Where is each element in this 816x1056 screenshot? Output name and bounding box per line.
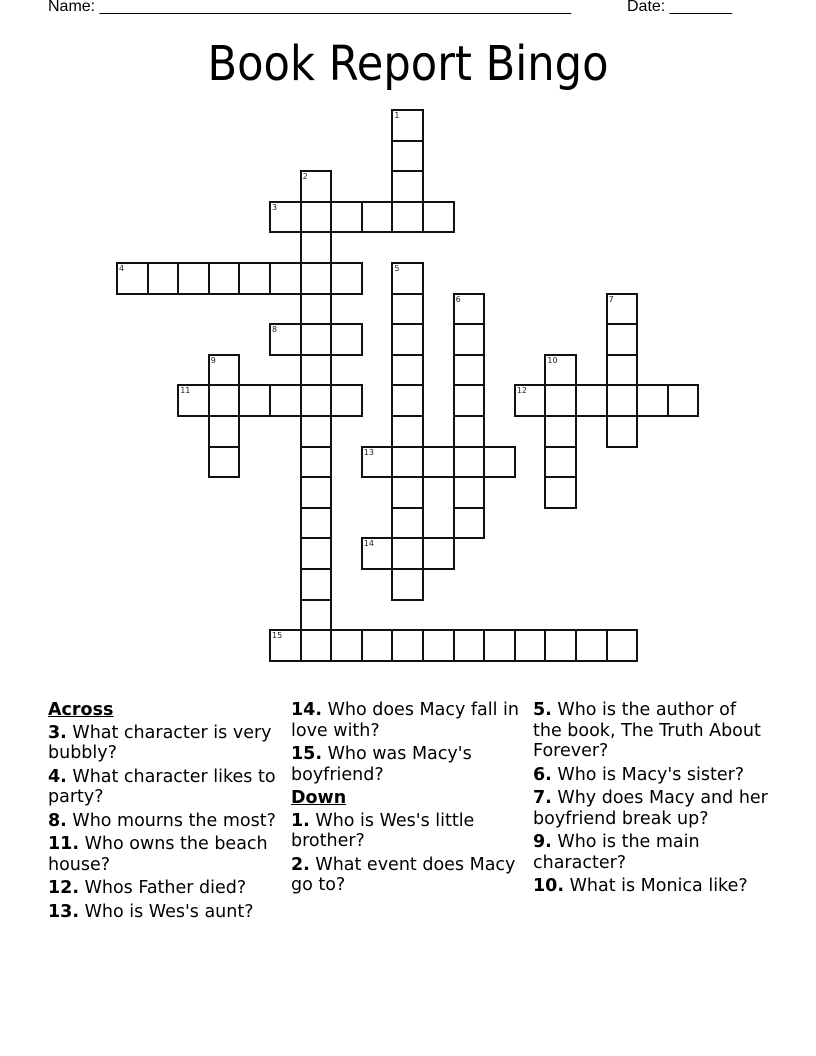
clue-number: 13 [363, 447, 374, 457]
grid-cell[interactable] [300, 629, 333, 662]
grid-cell[interactable] [330, 629, 363, 662]
grid-cell[interactable] [606, 629, 639, 662]
grid-cell[interactable] [300, 201, 333, 234]
clue-down-2: 2. What event does Macy go to? [291, 854, 516, 895]
grid-cell[interactable] [422, 446, 455, 479]
grid-cell[interactable] [391, 507, 424, 540]
name-label: Name: [48, 0, 100, 15]
clues-column-3 [533, 700, 768, 900]
grid-cell[interactable] [391, 293, 424, 326]
grid-cell[interactable] [269, 201, 302, 234]
grid-cell[interactable] [300, 354, 333, 387]
grid-cell[interactable] [177, 262, 210, 295]
grid-cell[interactable] [391, 476, 424, 509]
grid-cell[interactable] [238, 384, 271, 417]
grid-cell[interactable] [544, 354, 577, 387]
clue-down-7: 7. Why does Macy and her boyfriend break up? [533, 788, 768, 829]
grid-cell[interactable] [300, 415, 333, 448]
grid-cell[interactable] [483, 629, 516, 662]
grid-cell[interactable] [116, 262, 149, 295]
grid-cell[interactable] [544, 415, 577, 448]
grid-cell[interactable] [361, 446, 394, 479]
grid-cell[interactable] [300, 170, 333, 203]
clue-across-12: 12. Whos Father died? [48, 878, 247, 898]
grid-cell[interactable] [300, 476, 333, 509]
clue-number: 3 [272, 202, 278, 212]
grid-cell[interactable] [269, 384, 302, 417]
grid-cell[interactable] [606, 323, 639, 356]
grid-cell[interactable] [361, 629, 394, 662]
clue-number: 2 [302, 172, 308, 182]
grid-cell[interactable] [391, 323, 424, 356]
grid-cell[interactable] [391, 537, 424, 570]
grid-cell[interactable] [514, 629, 547, 662]
clue-number: 14 [363, 539, 374, 549]
clue-down-9: 9. Who is the main character? [533, 832, 700, 873]
grid-cell[interactable] [453, 293, 486, 326]
across-heading: Across [48, 700, 114, 720]
grid-cell[interactable] [300, 384, 333, 417]
grid-cell[interactable] [391, 354, 424, 387]
clue-down-1: 1. Who is Wes's little brother? [291, 810, 475, 851]
grid-cell[interactable] [422, 537, 455, 570]
date-line[interactable]: _______ [669, 0, 732, 15]
grid-cell[interactable] [483, 446, 516, 479]
grid-cell[interactable] [391, 629, 424, 662]
grid-cell[interactable] [544, 446, 577, 479]
grid-cell[interactable] [391, 170, 424, 203]
clue-number: 8 [272, 325, 278, 335]
grid-cell[interactable] [208, 446, 241, 479]
grid-cell[interactable] [238, 262, 271, 295]
grid-cell[interactable] [391, 446, 424, 479]
grid-cell[interactable] [208, 415, 241, 448]
clue-number: 11 [180, 386, 191, 396]
grid-cell[interactable] [208, 262, 241, 295]
grid-cell[interactable] [361, 537, 394, 570]
grid-cell[interactable] [330, 201, 363, 234]
grid-cell[interactable] [300, 537, 333, 570]
grid-cell[interactable] [391, 140, 424, 173]
clue-number: 15 [272, 631, 283, 641]
grid-cell[interactable] [391, 109, 424, 142]
grid-cell[interactable] [300, 323, 333, 356]
grid-cell[interactable] [453, 323, 486, 356]
clue-number: 4 [119, 264, 125, 273]
clue-across-8: 8. Who mourns the most? [48, 810, 276, 831]
grid-cell[interactable] [544, 629, 577, 662]
grid-cell[interactable] [177, 384, 210, 417]
grid-cell[interactable] [453, 476, 486, 509]
grid-cell[interactable] [453, 354, 486, 387]
clue-across-15: 15. Who was Macy's boyfriend? [291, 744, 472, 785]
clue-number: 12 [516, 386, 527, 396]
grid-cell[interactable] [391, 415, 424, 448]
clue-number: 9 [210, 355, 216, 365]
grid-cell[interactable] [300, 507, 333, 540]
grid-cell[interactable] [606, 293, 639, 326]
grid-cell[interactable] [422, 201, 455, 234]
grid-cell[interactable] [208, 384, 241, 417]
grid-cell[interactable] [636, 384, 669, 417]
grid-cell[interactable] [453, 384, 486, 417]
name-line[interactable]: _____________________________________________________ [99, 0, 572, 15]
clues-column-2 [291, 700, 521, 899]
clue-across-4: 4. What character likes to party? [48, 766, 276, 807]
grid-cell[interactable] [514, 384, 547, 417]
grid-cell[interactable] [453, 507, 486, 540]
grid-cell[interactable] [300, 599, 333, 632]
clue-across-14: 14. Who does Macy fall in love with? [291, 700, 519, 741]
grid-cell[interactable] [330, 262, 363, 295]
grid-cell[interactable] [453, 446, 486, 479]
grid-cell[interactable] [422, 629, 455, 662]
grid-cell[interactable] [606, 354, 639, 387]
clue-number: 5 [394, 264, 400, 273]
grid-cell[interactable] [453, 415, 486, 448]
clue-down-5: 5. Who is the author of the book, The Truth About Forever? [533, 700, 761, 761]
grid-cell[interactable] [391, 568, 424, 601]
grid-cell[interactable] [300, 568, 333, 601]
date-label: Date: [627, 0, 670, 15]
clue-down-6: 6. Who is Macy's sister? [533, 764, 745, 785]
clue-down-10: 10. What is Monica like? [533, 876, 748, 896]
clues-column-1 [48, 700, 278, 925]
grid-cell[interactable] [300, 446, 333, 479]
grid-cell[interactable] [391, 262, 424, 295]
grid-cell[interactable] [269, 323, 302, 356]
grid-cell[interactable] [330, 384, 363, 417]
grid-cell[interactable] [544, 476, 577, 509]
grid-cell[interactable] [667, 384, 700, 417]
grid-cell[interactable] [300, 293, 333, 326]
grid-cell[interactable] [300, 262, 333, 295]
clue-number: 1 [394, 111, 400, 120]
grid-cell[interactable] [606, 384, 639, 417]
grid-cell[interactable] [208, 354, 241, 387]
grid-cell[interactable] [391, 384, 424, 417]
grid-cell[interactable] [575, 384, 608, 417]
clue-across-3: 3. What character is very bubbly? [48, 722, 272, 763]
clue-number: 6 [455, 294, 461, 304]
grid-cell[interactable] [269, 262, 302, 295]
grid-cell[interactable] [453, 629, 486, 662]
grid-cell[interactable] [391, 201, 424, 234]
grid-cell[interactable] [300, 231, 333, 264]
grid-cell[interactable] [361, 201, 394, 234]
grid-cell[interactable] [269, 629, 302, 662]
grid-cell[interactable] [575, 629, 608, 662]
grid-cell[interactable] [330, 323, 363, 356]
clue-number: 7 [608, 294, 614, 304]
clue-number: 10 [547, 355, 558, 365]
page-title: Book Report Bingo [207, 36, 609, 92]
grid-cell[interactable] [147, 262, 180, 295]
grid-cell[interactable] [544, 384, 577, 417]
clue-across-13: 13. Who is Wes's aunt? [48, 901, 254, 922]
down-heading: Down [291, 788, 347, 808]
grid-cell[interactable] [606, 415, 639, 448]
clue-across-11: 11. Who owns the beach house? [48, 834, 268, 875]
